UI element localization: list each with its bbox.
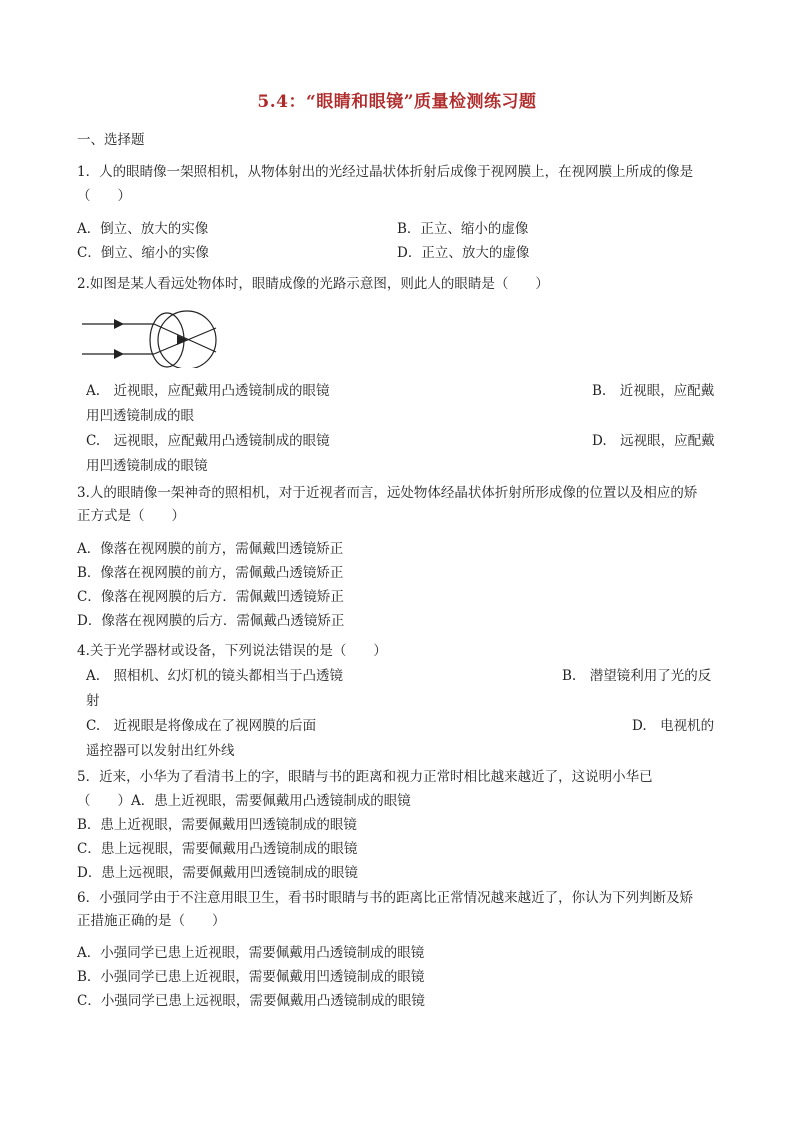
q6-stem-line2: 正措施正确的是（ ） xyxy=(77,913,226,929)
q4-option-b-line2: 射 xyxy=(86,693,100,709)
q4-option-a: A. 照相机、幻灯机的镜头都相当于凸透镜 xyxy=(86,668,344,684)
q5-option-b: B．患上近视眼，需要佩戴用凹透镜制成的眼镜 xyxy=(77,817,357,833)
section-heading: 一、选择题 xyxy=(77,132,145,148)
q3-stem-line2: 正方式是（ ） xyxy=(77,508,185,524)
q3-option-c: C．像落在视网膜的后方．需佩戴凹透镜矫正 xyxy=(77,589,344,605)
q4-option-d-line2: 遥控器可以发射出红外线 xyxy=(86,743,235,759)
q2-option-b-line1: B. 近视眼，应配戴 xyxy=(592,383,715,399)
q6-option-b: B．小强同学已患上近视眼，需要佩戴用凹透镜制成的眼镜 xyxy=(77,969,425,985)
q4-option-d-line1: D. 电视机的 xyxy=(632,718,715,734)
q5-stem-line1: 5．近来，小华为了看清书上的字，眼睛与书的距离和视力正常时相比越来越近了，这说明小华已 xyxy=(77,769,653,785)
refracted-ray-top xyxy=(154,324,216,352)
q5-option-c: C．患上远视眼，需要佩戴用凸透镜制成的眼镜 xyxy=(77,841,358,857)
q2-option-b-line2: 用凹透镜制成的眼 xyxy=(86,408,194,424)
q1-option-b: B．正立、缩小的虚像 xyxy=(397,221,529,237)
q4-option-b-line1: B. 潜望镜利用了光的反 xyxy=(562,668,712,684)
q3-option-b: B．像落在视网膜的前方，需佩戴凸透镜矫正 xyxy=(77,565,344,581)
q1-option-a: A．倒立、放大的实像 xyxy=(77,221,209,237)
q1-option-c: C．倒立、缩小的实像 xyxy=(77,245,209,261)
q2-option-c: C. 远视眼，应配戴用凸透镜制成的眼镜 xyxy=(86,433,330,449)
q1-option-d: D．正立、放大的虚像 xyxy=(397,245,530,261)
eye-ray-diagram xyxy=(80,308,220,368)
q6-stem-line1: 6．小强同学由于不注意用眼卫生，看书时眼睛与书的距离比正常情况越来越近了，你认为下列判断及矫 xyxy=(77,890,694,906)
q4-stem: 4.关于光学器材或设备，下列说法错误的是（ ） xyxy=(77,643,387,659)
q1-stem-line1: 1．人的眼睛像一架照相机，从物体射出的光经过晶状体折射后成像于视网膜上，在视网膜上所成的像是 xyxy=(77,164,694,180)
ray-arrow-top xyxy=(114,319,124,329)
q2-option-d-line1: D. 远视眼，应配戴 xyxy=(592,433,715,449)
q6-option-a: A．小强同学已患上近视眼，需要佩戴用凸透镜制成的眼镜 xyxy=(77,945,425,961)
q4-option-c: C. 近视眼是将像成在了视网膜的后面 xyxy=(86,718,317,734)
q3-option-a: A．像落在视网膜的前方，需佩戴凹透镜矫正 xyxy=(77,541,344,557)
q3-option-d: D．像落在视网膜的后方．需佩戴凸透镜矫正 xyxy=(77,613,345,629)
ray-arrow-bottom xyxy=(114,349,124,359)
q2-option-a: A. 近视眼，应配戴用凸透镜制成的眼镜 xyxy=(86,383,330,399)
q2-stem: 2.如图是某人看远处物体时，眼睛成像的光路示意图，则此人的眼睛是（ ） xyxy=(77,276,549,292)
page-title: 5.4：“眼睛和眼镜”质量检测练习题 xyxy=(257,92,537,112)
q2-option-d-line2: 用凹透镜制成的眼镜 xyxy=(86,458,208,474)
q6-option-c: C．小强同学已患上远视眼，需要佩戴用凸透镜制成的眼镜 xyxy=(77,993,425,1009)
q5-option-d: D．患上远视眼，需要佩戴用凹透镜制成的眼镜 xyxy=(77,865,358,881)
q3-stem-line1: 3.人的眼睛像一架神奇的照相机，对于近视者而言，远处物体经晶状体折射所形成像的位置以及相应的矫 xyxy=(77,485,698,501)
q5-stem-line2-option-a: （ ）A．患上近视眼，需要佩戴用凸透镜制成的眼镜 xyxy=(77,793,411,809)
q1-stem-line2: （ ） xyxy=(77,188,131,204)
